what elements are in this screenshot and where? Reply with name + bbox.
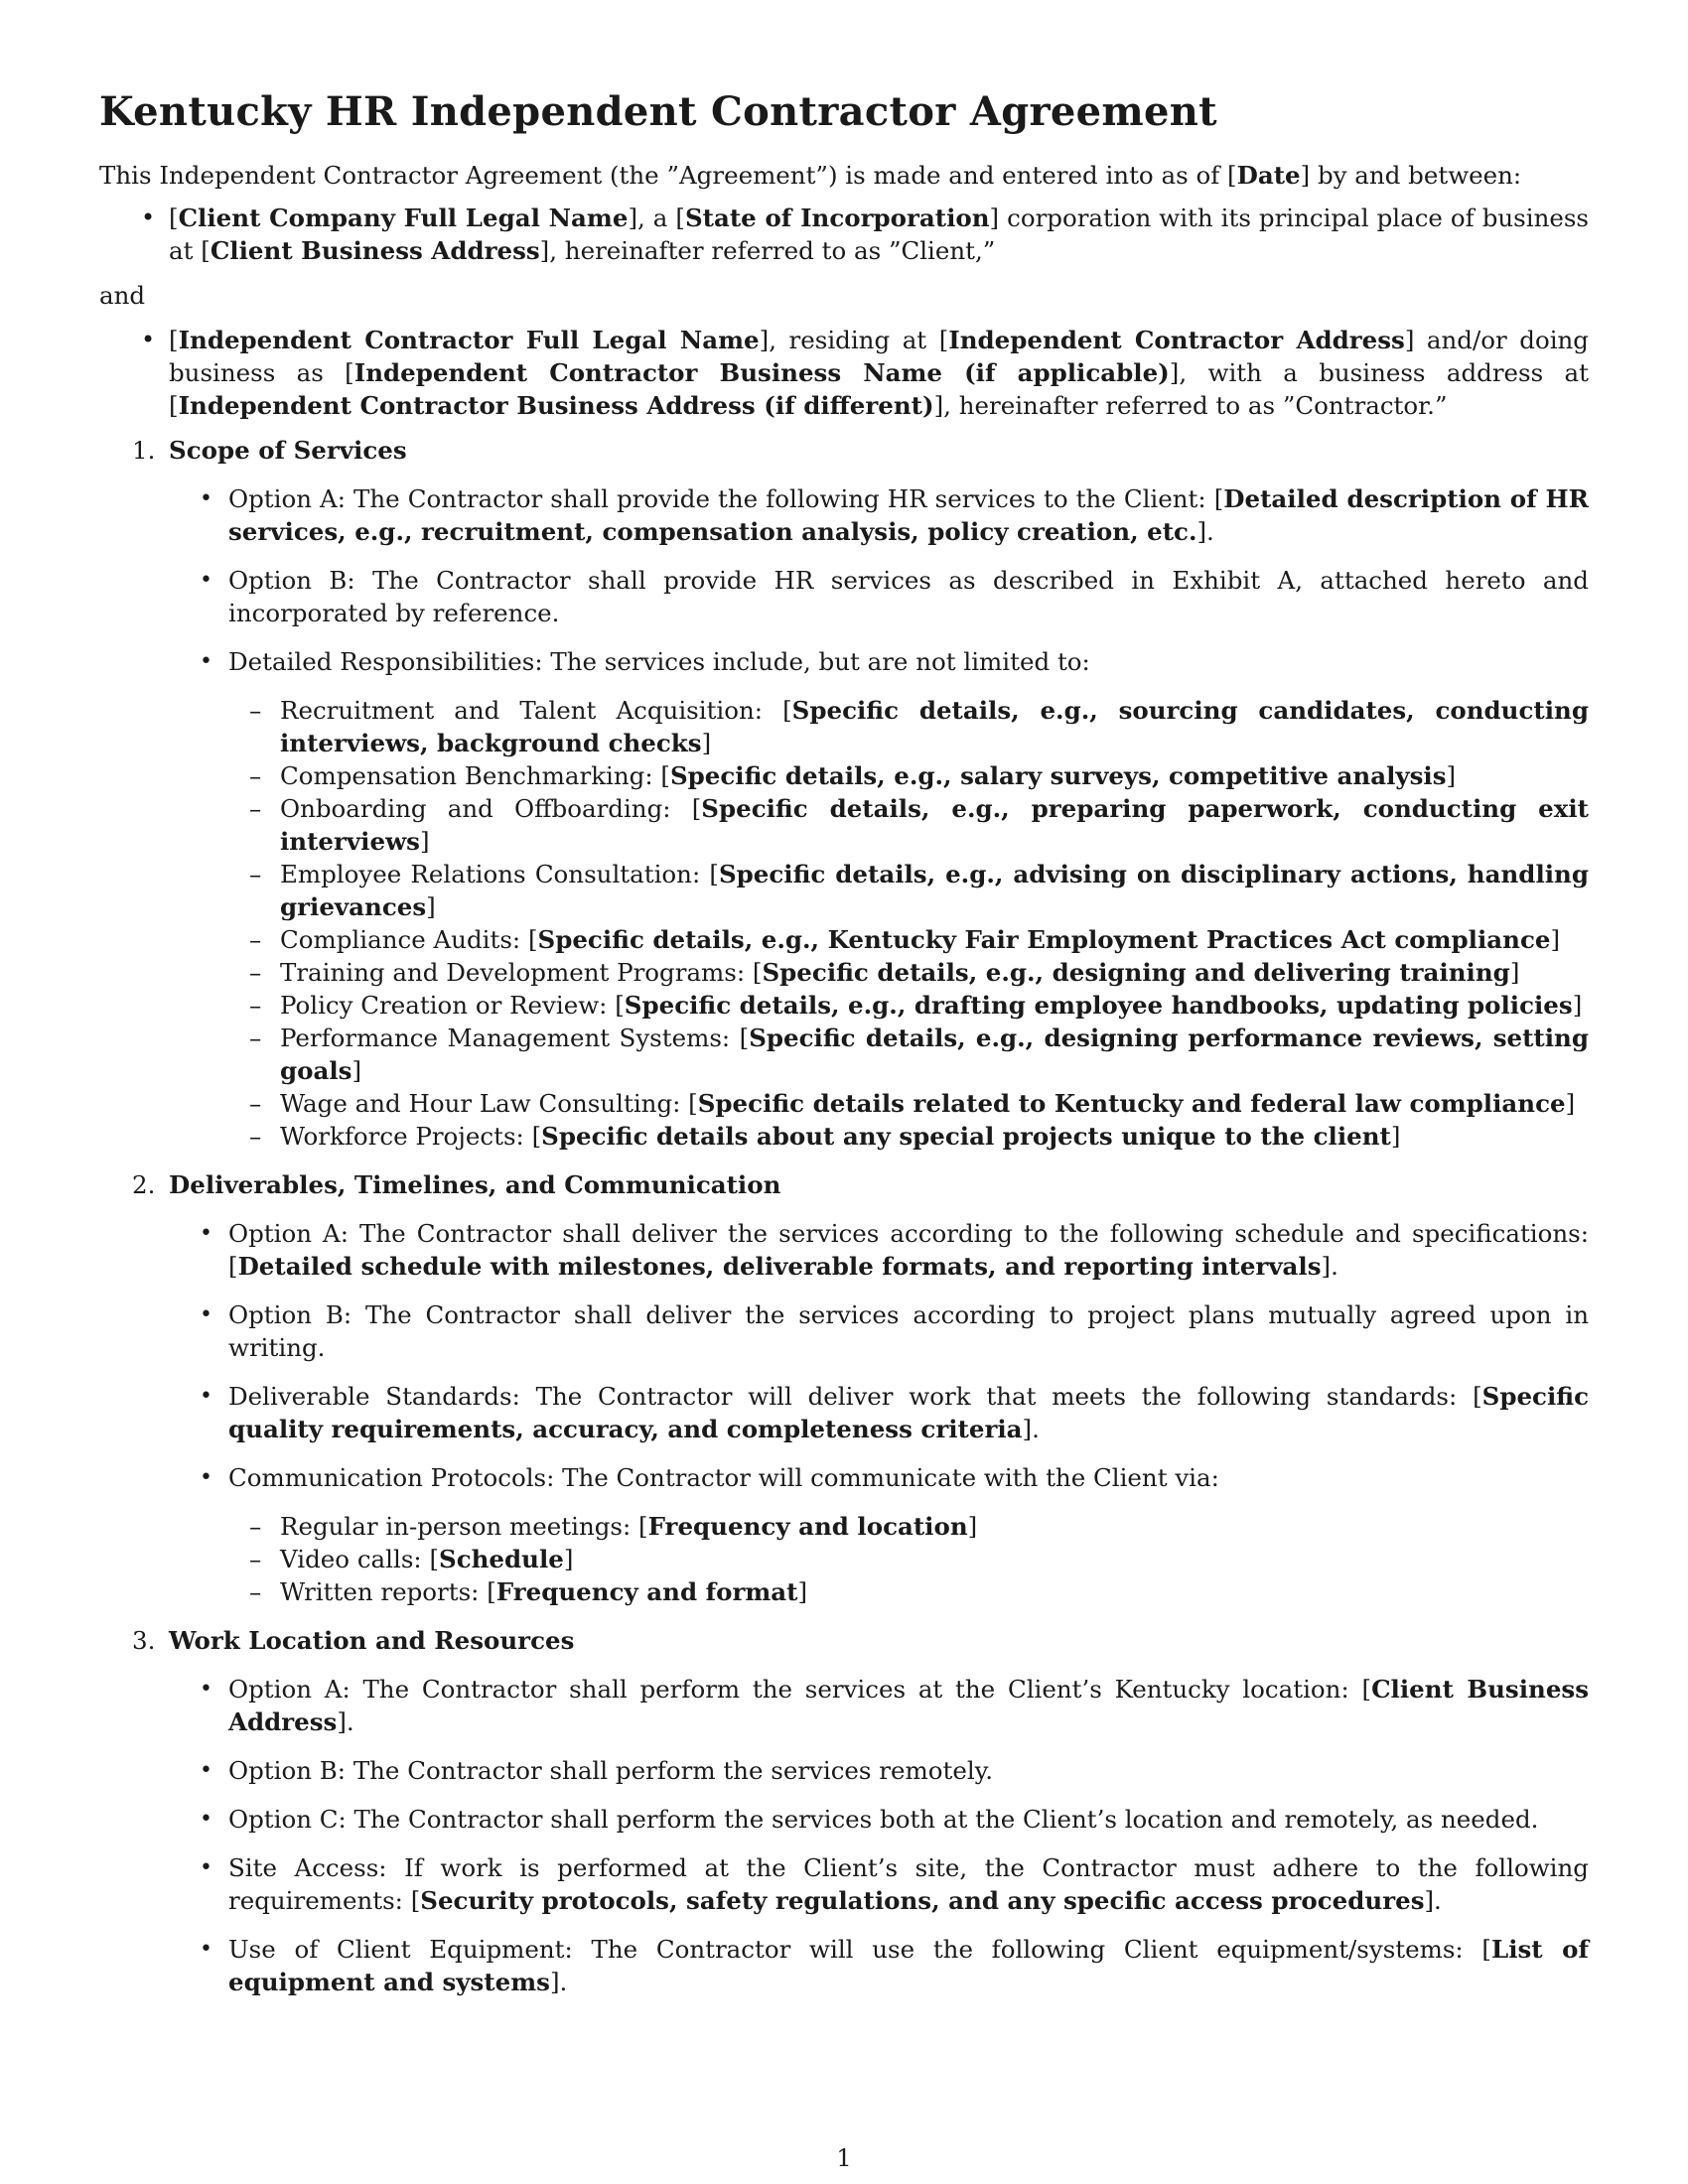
- s1-option-a: • Option A: The Contractor shall provide the following HR services to the Client: [Detailed description of HR services, e.g., recruitment, compensation analysis, policy creation, etc.].: [99, 482, 1589, 548]
- list-item: – Performance Management Systems: [Specific details, e.g., designing performance reviews, setting goals]: [99, 1022, 1589, 1087]
- equipment-field: List of equipment and systems: [228, 1935, 1589, 1996]
- section-number: 3.: [132, 1626, 156, 1655]
- hr-services-field: Detailed description of HR services, e.g., recruitment, compensation analysis, policy creation, etc.: [228, 484, 1590, 546]
- contractor-business-name-field: Independent Contractor Business Name (if applicable): [353, 358, 1170, 387]
- responsibilities-list: [99, 694, 1589, 1153]
- list-item: – Compensation Benchmarking: [Specific details, e.g., salary surveys, competitive analysis]: [99, 759, 1589, 792]
- section-scope-of-services: [99, 434, 1589, 467]
- page-number: 1: [836, 2144, 852, 2172]
- list-item: – Written reports: [Frequency and format]: [99, 1575, 1589, 1608]
- schedule-field: Detailed schedule with milestones, deliverable formats, and reporting intervals: [237, 1252, 1322, 1281]
- list-item: – Regular in-person meetings: [Frequency and location]: [99, 1510, 1589, 1543]
- document-title: Kentucky HR Independent Contractor Agreement: [99, 88, 1217, 135]
- s3-option-b: • Option B: The Contractor shall perform the services remotely.: [99, 1754, 1589, 1787]
- standards-field: Specific quality requirements, accuracy, and completeness criteria: [228, 1382, 1589, 1443]
- s1-responsibilities: • Detailed Responsibilities: The services include, but are not limited to:: [99, 645, 1589, 678]
- list-item: – Policy Creation or Review: [Specific details, e.g., drafting employee handbooks, updating policies]: [99, 989, 1589, 1022]
- contractor-business-address-field: Independent Contractor Business Address (if different): [178, 391, 934, 420]
- s2-option-a: • Option A: The Contractor shall deliver the services according to the following schedule and specifications: [Detailed schedule with milestones, deliverable formats, and reporting intervals].: [99, 1217, 1589, 1283]
- section-deliverables: [99, 1168, 1589, 1201]
- list-item: – Recruitment and Talent Acquisition: [Specific details, e.g., sourcing candidates, conducting interviews, background checks]: [99, 694, 1589, 759]
- section-work-location: [99, 1624, 1589, 1657]
- section-title: Scope of Services: [169, 436, 407, 465]
- section-title: Work Location and Resources: [169, 1626, 575, 1655]
- list-item: – Onboarding and Offboarding: [Specific details, e.g., preparing paperwork, conducting exit interviews]: [99, 792, 1589, 858]
- document-page: [99, 87, 1589, 1998]
- client-name-field: Client Company Full Legal Name: [178, 204, 629, 232]
- list-item: – Training and Development Programs: [Specific details, e.g., designing and delivering training]: [99, 956, 1589, 989]
- client-state-field: State of Incorporation: [684, 204, 990, 232]
- contractor-party: • [Independent Contractor Full Legal Name], residing at [Independent Contractor Address] and/or doing business as [Independent Contractor Business Name (if applicable)], with a business address at [Independent Contractor Business Address (if different)], hereinafter referred to as ”Contractor.”: [99, 324, 1589, 422]
- section-title: Deliverables, Timelines, and Communication: [169, 1170, 781, 1199]
- list-item: – Compliance Audits: [Specific details, e.g., Kentucky Fair Employment Practices Act compliance]: [99, 923, 1589, 956]
- communication-list: [99, 1510, 1589, 1608]
- section-number: 1.: [132, 436, 156, 465]
- list-item: – Workforce Projects: [Specific details about any special projects unique to the client]: [99, 1120, 1589, 1153]
- list-item: – Wage and Hour Law Consulting: [Specific details related to Kentucky and federal law compliance]: [99, 1087, 1589, 1120]
- s3-site-access: • Site Access: If work is performed at the Client’s site, the Contractor must adhere to the following requirements: [Security protocols, safety regulations, and any specific access procedures].: [99, 1851, 1589, 1917]
- s3-option-a: • Option A: The Contractor shall perform the services at the Client’s Kentucky location: [Client Business Address].: [99, 1673, 1589, 1738]
- s2-option-b: • Option B: The Contractor shall deliver the services according to project plans mutually agreed upon in writing.: [99, 1298, 1589, 1364]
- s2-standards: • Deliverable Standards: The Contractor will deliver work that meets the following standards: [Specific quality requirements, accuracy, and completeness criteria].: [99, 1380, 1589, 1445]
- section-number: 2.: [132, 1170, 156, 1199]
- s2-communication: • Communication Protocols: The Contractor will communicate with the Client via:: [99, 1461, 1589, 1494]
- list-item: – Video calls: [Schedule]: [99, 1543, 1589, 1575]
- contractor-name-field: Independent Contractor Full Legal Name: [178, 326, 760, 354]
- date-field: Date: [1236, 161, 1301, 190]
- s3-option-c: • Option C: The Contractor shall perform the services both at the Client’s location and remotely, as needed.: [99, 1803, 1589, 1836]
- list-item: – Employee Relations Consultation: [Specific details, e.g., advising on disciplinary actions, handling grievances]: [99, 858, 1589, 923]
- intro-paragraph: This Independent Contractor Agreement (the ”Agreement”) is made and entered into as of [Date] by and between:: [99, 161, 1522, 190]
- client-party: • [Client Company Full Legal Name], a [State of Incorporation] corporation with its principal place of business at [Client Business Address], hereinafter referred to as ”Client,”: [99, 202, 1589, 267]
- s1-option-b: • Option B: The Contractor shall provide HR services as described in Exhibit A, attached hereto and incorporated by reference.: [99, 564, 1589, 629]
- and-connector: and: [99, 281, 146, 310]
- client-address-field: Client Business Address: [210, 236, 540, 265]
- client-location-field: Client Business Address: [228, 1675, 1590, 1736]
- site-access-field: Security protocols, safety regulations, and any specific access procedures: [420, 1886, 1425, 1915]
- contractor-address-field: Independent Contractor Address: [948, 326, 1405, 354]
- s3-equipment: • Use of Client Equipment: The Contractor will use the following Client equipment/systems: [List of equipment and systems].: [99, 1933, 1589, 1998]
